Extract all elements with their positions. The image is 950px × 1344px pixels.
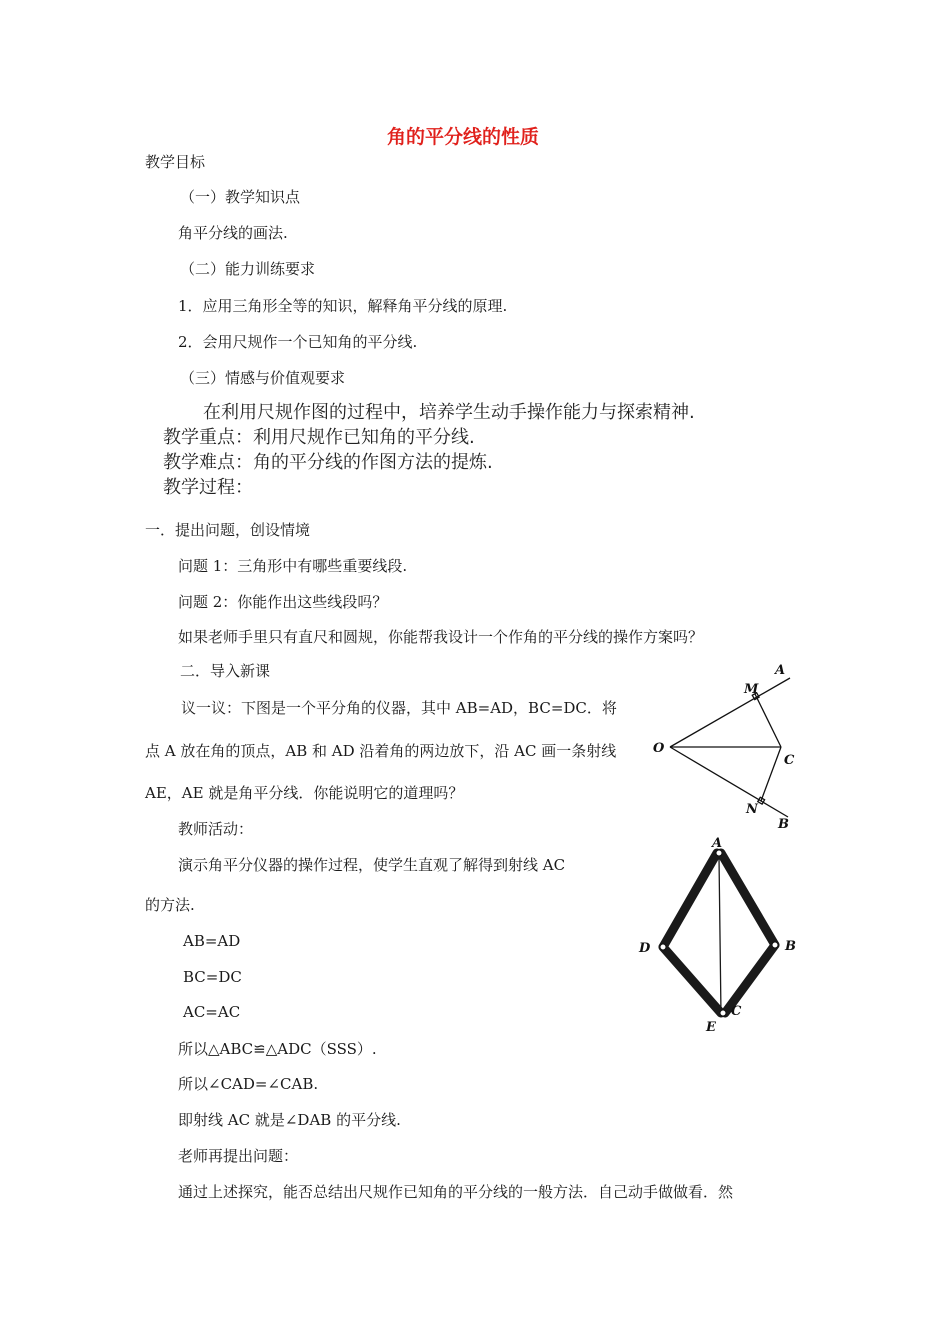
page-title: 角的平分线的性质	[387, 126, 540, 148]
knowledge-heading: （一）教学知识点	[180, 188, 301, 206]
conclusion-1: 所以△ABC≌△ADC（SSS）.	[178, 1040, 377, 1058]
joint-b	[772, 942, 778, 948]
key-point: 教学重点：利用尺规作已知角的平分线.	[163, 427, 475, 448]
label-m: M	[744, 682, 759, 697]
equation-bc-dc: BC=DC	[183, 968, 242, 986]
label-c: C	[731, 1004, 742, 1019]
discuss-line-2: 点 A 放在角的顶点，AB 和 AD 沿着角的两边放下，沿 AC 画一条射线	[145, 742, 617, 760]
label-b: B	[778, 817, 789, 830]
emotion-item: 在利用尺规作图的过程中，培养学生动手操作能力与探索精神.	[203, 402, 695, 423]
equation-ab-ad: AB=AD	[183, 932, 241, 950]
bar-dc	[663, 947, 721, 1013]
ability-item-1: 1．应用三角形全等的知识，解释角平分线的原理.	[178, 297, 508, 315]
label-a: A	[712, 836, 723, 851]
difficulty-point: 教学难点：角的平分线的作图方法的提炼.	[163, 452, 493, 473]
question-2: 问题 2：你能作出这些线段吗？	[178, 593, 388, 611]
section-2-heading: 二．导入新课	[180, 662, 271, 680]
question-3: 如果老师手里只有直尺和圆规，你能帮我设计一个作角的平分线的操作方案吗？	[178, 628, 704, 646]
bisector-instrument-figure	[635, 835, 805, 1035]
demo-line-1: 演示角平分仪器的操作过程，使学生直观了解得到射线 AC	[178, 856, 566, 874]
angle-bisector-figure	[645, 660, 810, 830]
discuss-line-3: AE，AE 就是角平分线．你能说明它的道理吗？	[145, 784, 464, 802]
process-heading: 教学过程：	[163, 477, 253, 498]
section-1-heading: 一．提出问题，创设情境	[145, 521, 311, 539]
label-c: C	[784, 753, 795, 768]
emotion-heading: （三）情感与价值观要求	[180, 369, 346, 387]
bar-ad	[663, 853, 717, 947]
joint-d	[660, 944, 666, 950]
segment-nc	[761, 747, 781, 801]
equation-ac-ac: AC=AC	[183, 1003, 241, 1021]
ability-heading: （二）能力训练要求	[180, 260, 316, 278]
joint-c	[720, 1010, 726, 1016]
line-ac	[719, 857, 721, 1015]
label-b: B	[785, 939, 796, 954]
demo-line-2: 的方法.	[145, 896, 195, 914]
label-o: O	[653, 741, 665, 756]
final-paragraph: 通过上述探究，能否总结出尺规作已知角的平分线的一般方法．自己动手做做看．然	[178, 1183, 734, 1201]
question-1: 问题 1：三角形中有哪些重要线段.	[178, 557, 408, 575]
conclusion-3: 即射线 AC 就是∠DAB 的平分线.	[178, 1111, 401, 1129]
ray-ob	[670, 747, 788, 817]
section-goal: 教学目标	[145, 153, 206, 171]
teacher-activity: 教师活动：	[178, 820, 254, 838]
ability-item-2: 2．会用尺规作一个已知角的平分线.	[178, 333, 418, 351]
label-a: A	[775, 663, 786, 678]
teacher-question: 老师再提出问题：	[178, 1147, 299, 1165]
bar-ab	[721, 853, 775, 945]
label-n: N	[746, 802, 758, 817]
ray-oa	[670, 678, 790, 747]
label-e: E	[706, 1020, 716, 1035]
bar-bc	[725, 945, 775, 1013]
discuss-line-1: 议一议：下图是一个平分角的仪器，其中 AB=AD，BC=DC．将	[181, 699, 617, 717]
segment-mc	[755, 694, 781, 747]
conclusion-2: 所以∠CAD=∠CAB.	[178, 1075, 319, 1093]
knowledge-item: 角平分线的画法.	[178, 224, 288, 242]
label-d: D	[639, 941, 651, 956]
